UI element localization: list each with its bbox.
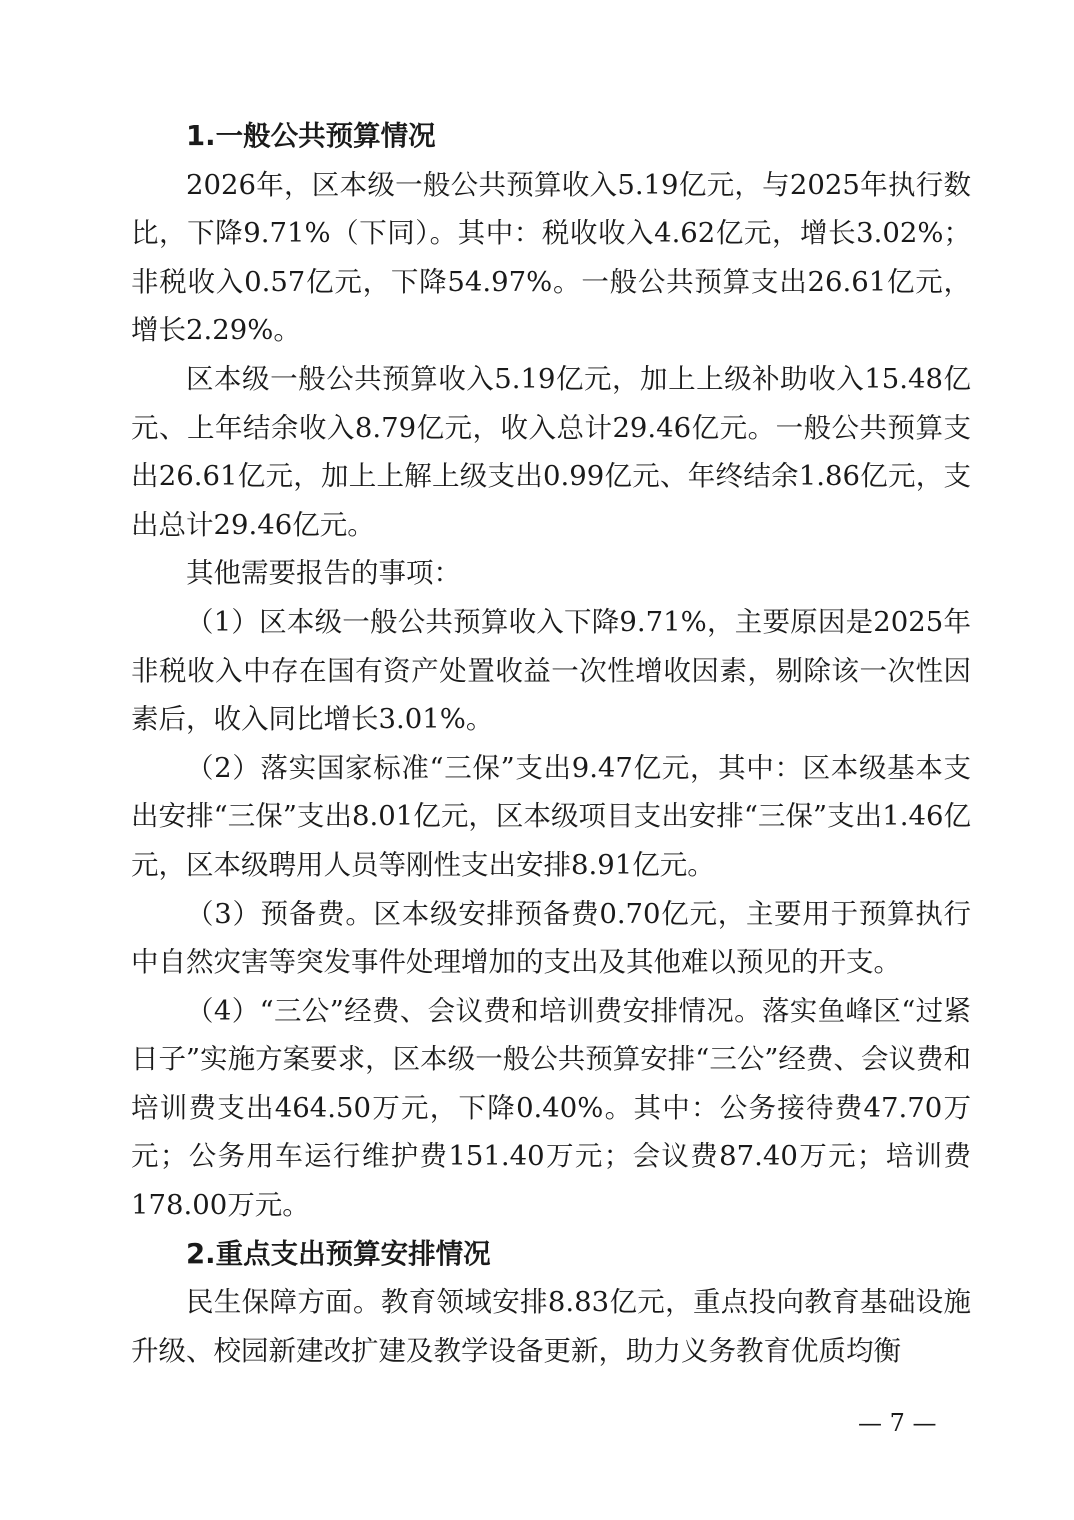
document-body bbox=[131, 112, 971, 1375]
page-number: — 7 — bbox=[858, 1409, 937, 1437]
paragraph-other-matters-intro: 其他需要报告的事项： bbox=[186, 557, 461, 590]
paragraph-revenue-summary: 2026年，区本级一般公共预算收入5.19亿元，与2025年执行数比，下降9.71%（下同）。其中：税收收入4.62亿元，增长3.02%；非税收入0.57亿元，下降54.97%。一般公共预算支出26.61亿元，增长2.29%。 bbox=[131, 168, 971, 347]
paragraph-item-1: （1）区本级一般公共预算收入下降9.71%，主要原因是2025年非税收入中存在国有资产处置收益一次性增收因素，剔除该一次性因素后，收入同比增长3.01%。 bbox=[131, 605, 971, 736]
paragraph-item-2: （2）落实国家标准“三保”支出9.47亿元，其中：区本级基本支出安排“三保”支出8.01亿元，区本级项目支出安排“三保”支出1.46亿元，区本级聘用人员等刚性支出安排8.91亿元。 bbox=[131, 751, 971, 881]
paragraph-livelihood: 民生保障方面。教育领域安排8.83亿元，重点投向教育基础设施升级、校园新建改扩建及教学设备更新，助力义务教育优质均衡 bbox=[131, 1286, 971, 1367]
section-heading-general-budget: 1.一般公共预算情况 bbox=[186, 120, 436, 152]
section-heading-key-expenditure: 2.重点支出预算安排情况 bbox=[186, 1237, 491, 1270]
paragraph-item-3: （3）预备费。区本级安排预备费0.70亿元，主要用于预算执行中自然灾害等突发事件处理增加的支出及其他难以预见的开支。 bbox=[131, 897, 971, 979]
paragraph-item-4: （4）“三公”经费、会议费和培训费安排情况。落实鱼峰区“过紧日子”实施方案要求，区本级一般公共预算安排“三公”经费、会议费和培训费支出464.50万元，下降0.40%。其中：公务接待费47.70万元；公务用车运行维护费151.40万元；会议费87.40万元；培训费178.00万元。 bbox=[131, 994, 971, 1222]
paragraph-revenue-totals: 区本级一般公共预算收入5.19亿元，加上上级补助收入15.48亿元、上年结余收入8.79亿元，收入总计29.46亿元。一般公共预算支出26.61亿元，加上上解上级支出0.99亿元、年终结余1.86亿元，支出总计29.46亿元。 bbox=[131, 362, 971, 541]
